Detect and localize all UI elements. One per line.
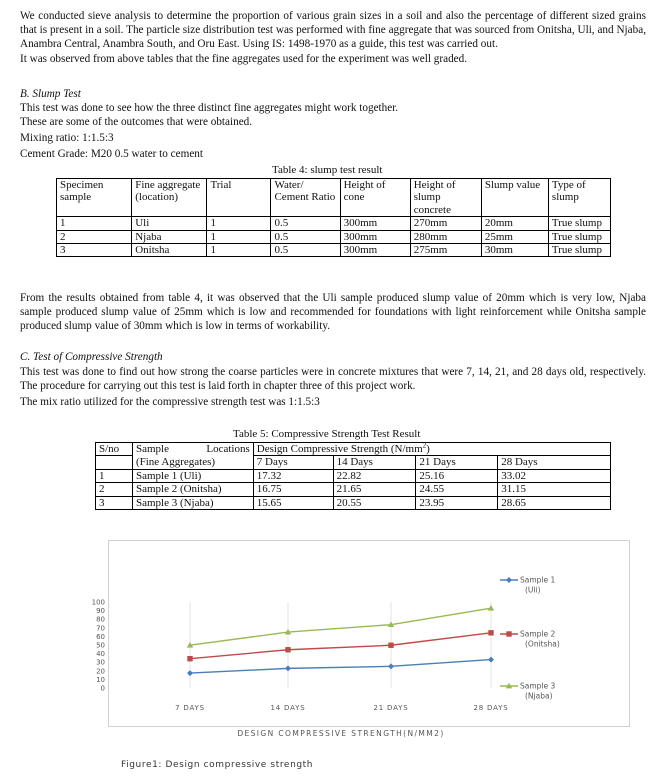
table-cell: 28.65 [498,496,611,509]
table-cell: 280mm [410,230,481,243]
legend-label: Sample 2 [520,629,556,639]
legend-label: (Njaba) [525,691,553,701]
table-cell: 0.5 [271,217,340,230]
x-axis-title: DESIGN COMPRESSIVE STRENGTH(N/MM2) [237,729,445,738]
table-cell: 23.95 [416,496,498,509]
table-cell: 0.5 [271,230,340,243]
mix-ratio-note: The mix ratio utilized for the compressive strength test was 1:1.5:3 [20,396,320,408]
table-header: Fine aggregate (location) [132,179,207,217]
table-cell: True slump [548,244,610,257]
table-cell: Njaba [132,230,207,243]
table-cell: 21.65 [333,483,416,496]
data-point [285,647,290,652]
table-cell: 275mm [410,244,481,257]
table-cell: 2 [57,230,132,243]
table-header: Design Compressive Strength $(N/mm^2)$ [253,443,610,456]
y-tick-label: 40 [96,650,105,659]
table-cell: 1 [207,244,271,257]
table-header: Type of slump [548,179,610,217]
table-cell: Sample 2 (Onitsha) [132,483,253,496]
y-tick-label: 100 [91,598,105,607]
table-cell: 15.65 [253,496,333,509]
slump-line-2: These are some of the outcomes that were obtained. [20,116,253,128]
table-cell: 22.82 [333,469,416,482]
series-line [190,608,491,645]
table-cell: 20.55 [333,496,416,509]
data-point [388,663,394,669]
slump-discussion: From the results obtained from table 4, it was observed that the Uli sample produced slump value of 20mm which is very low, Njaba sample produced slump value of 25mm which is low and recommended for foundations with light reinforcement while Onitsha sample produced slump value of 30mm which is low in terms of workability. [20,292,646,333]
table-cell: 1 [96,469,133,482]
table-header: 7 Days [253,456,333,469]
table-cell: 1 [207,230,271,243]
intro-conclusion: It was observed from above tables that the fine aggregates used for the experiment was well graded. [20,53,468,65]
table-header: 28 Days [498,456,611,469]
data-point [488,657,494,663]
table-cell: 1 [207,217,271,230]
table-header: Slump value [481,179,548,217]
table-cell: True slump [548,217,610,230]
table-cell: Uli [132,217,207,230]
y-tick-label: 30 [96,658,105,667]
table-cell: 2 [96,483,133,496]
slump-line-1: This test was done to see how the three distinct fine aggregates might work together. [20,102,399,114]
table-header: Height of slump concrete [410,179,481,217]
legend-label: (Uli) [525,585,541,595]
table-cell: 24.55 [416,483,498,496]
legend-marker [506,577,512,583]
table-cell: Sample 3 (Njaba) [132,496,253,509]
figure-caption: Figure1: Design compressive strength [121,760,314,770]
data-point [388,643,393,648]
table-cell: 20mm [481,217,548,230]
table-cell: 17.32 [253,469,333,482]
data-point [187,670,193,676]
x-tick-label: 28 DAYS [473,704,509,712]
table-cell: 1 [57,217,132,230]
series-line [190,633,491,659]
table-header: 21 Days [416,456,498,469]
legend-marker [506,631,511,636]
table-cell: 25mm [481,230,548,243]
y-tick-label: 60 [96,632,105,641]
table-header: Specimen sample [57,179,132,217]
table5-caption: Table 5: Compressive Strength Test Result [233,428,421,440]
table-cell: True slump [548,230,610,243]
x-tick-label: 14 DAYS [270,704,306,712]
compressive-paragraph: This test was done to find out how strong the coarse particles were in concrete mixtures that were 7, 14, 21, and 28 days old, respectively. The procedure for carrying out this test is laid forth in chapter three of this project work. [20,366,646,393]
table-cell: 300mm [340,217,410,230]
table-cell: 270mm [410,217,481,230]
table4-caption: Table 4: slump test result [272,164,383,176]
y-tick-label: 10 [96,675,105,684]
compressive-heading: C. Test of Compressive Strength [20,351,163,363]
x-tick-label: 7 DAYS [175,704,205,712]
y-tick-label: 80 [96,615,105,624]
mixing-ratio: Mixing ratio: 1:1.5:3 [20,132,114,144]
y-tick-label: 90 [96,607,105,616]
series-line [190,660,491,674]
table-header: Trial [207,179,271,217]
table-header: Water/ Cement Ratio [271,179,340,217]
x-tick-label: 21 DAYS [373,704,409,712]
table-header: (Fine Aggregates) [132,456,253,469]
table-cell: 31.15 [498,483,611,496]
table-cell: 25.16 [416,469,498,482]
intro-paragraph: We conducted sieve analysis to determine the proportion of various grain sizes in a soil and also the percentage of different sized grains that is present in a soil. The particle size distribution test was performed with fine aggregate that was sourced from Onitsha, Uli, and Njaba, Anambra Central, Anambra South, and Oru East. Using IS: 1498-1970 as a guide, this test was carried out. [20,10,646,51]
table-header: Sample Locations [132,443,253,456]
legend-label: Sample 1 [520,575,556,585]
table-header: S/no [96,443,133,456]
data-point [285,665,291,671]
legend-label: (Onitsha) [525,639,560,649]
legend-label: Sample 3 [520,681,556,691]
data-point [488,605,494,611]
table-cell: 300mm [340,230,410,243]
table-cell: 3 [96,496,133,509]
y-tick-label: 20 [96,667,105,676]
slump-heading: B. Slump Test [20,88,81,100]
data-point [488,630,493,635]
table-cell: Sample 1 (Uli) [132,469,253,482]
table-header: Height of cone [340,179,410,217]
table-cell: 30mm [481,244,548,257]
table-cell: 300mm [340,244,410,257]
table-cell: 0.5 [271,244,340,257]
y-tick-label: 70 [96,624,105,633]
table-cell: Onitsha [132,244,207,257]
y-tick-label: 0 [100,684,105,693]
y-tick-label: 50 [96,641,105,650]
table-header: 14 Days [333,456,416,469]
cement-grade: Cement Grade: M20 0.5 water to cement [20,148,203,160]
table-cell: 16.75 [253,483,333,496]
table-cell: 33.02 [498,469,611,482]
table-cell: 3 [57,244,132,257]
data-point [187,656,192,661]
